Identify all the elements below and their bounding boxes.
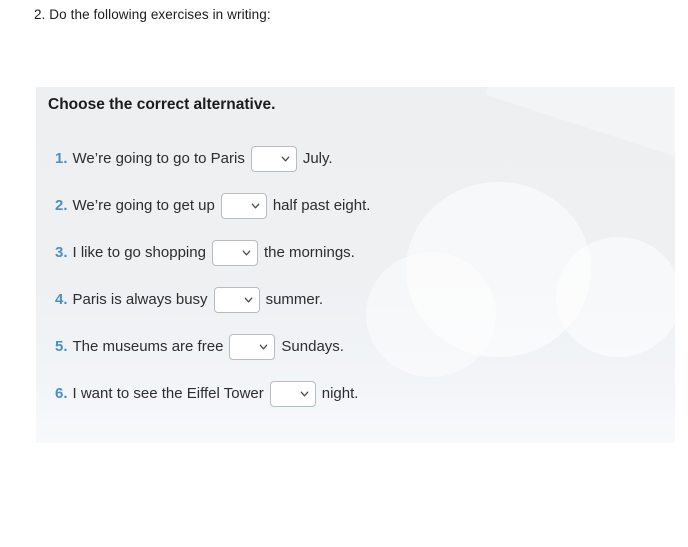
item-number: 4. (55, 291, 68, 308)
item-number: 1. (55, 150, 68, 167)
preposition-select-6[interactable] (270, 381, 316, 407)
preposition-select-wrap (270, 381, 316, 407)
preposition-select-5[interactable] (229, 334, 275, 360)
preposition-select-wrap (251, 146, 297, 172)
item-number: 5. (55, 338, 68, 355)
preposition-select-2[interactable] (221, 193, 267, 219)
item-text-before: I like to go shopping (72, 244, 206, 261)
exercise-instruction: 2. Do the following exercises in writing: (34, 7, 271, 22)
preposition-select-wrap (229, 334, 275, 360)
preposition-select-4[interactable] (214, 287, 260, 313)
item-text-after: July. (302, 150, 333, 167)
preposition-select-3[interactable] (212, 240, 258, 266)
exercise-item-3 (36, 229, 675, 276)
item-text-before: We’re going to get up (72, 197, 215, 214)
preposition-select-wrap (221, 193, 267, 219)
exercise-items (36, 135, 675, 417)
preposition-select-wrap (214, 287, 260, 313)
item-text-after: summer. (265, 291, 324, 308)
panel-heading: Choose the correct alternative. (48, 96, 276, 113)
item-text-before: Paris is always busy (72, 291, 208, 308)
item-text-before: I want to see the Eiffel Tower (72, 385, 264, 402)
item-text-after: night. (321, 385, 359, 402)
exercise-item-5 (36, 323, 675, 370)
exercise-panel (36, 87, 675, 443)
exercise-item-4 (36, 276, 675, 323)
exercise-item-1 (36, 135, 675, 182)
item-number: 2. (55, 197, 68, 214)
exercise-item-6 (36, 370, 675, 417)
item-number: 3. (55, 244, 68, 261)
item-text-before: We’re going to go to Paris (72, 150, 245, 167)
item-text-after: Sundays. (281, 338, 344, 355)
item-text-before: The museums are free (72, 338, 224, 355)
preposition-select-1[interactable] (251, 146, 297, 172)
preposition-select-wrap (212, 240, 258, 266)
exercise-item-2 (36, 182, 675, 229)
item-text-after: half past eight. (272, 197, 371, 214)
item-number: 6. (55, 385, 68, 402)
item-text-after: the mornings. (263, 244, 355, 261)
